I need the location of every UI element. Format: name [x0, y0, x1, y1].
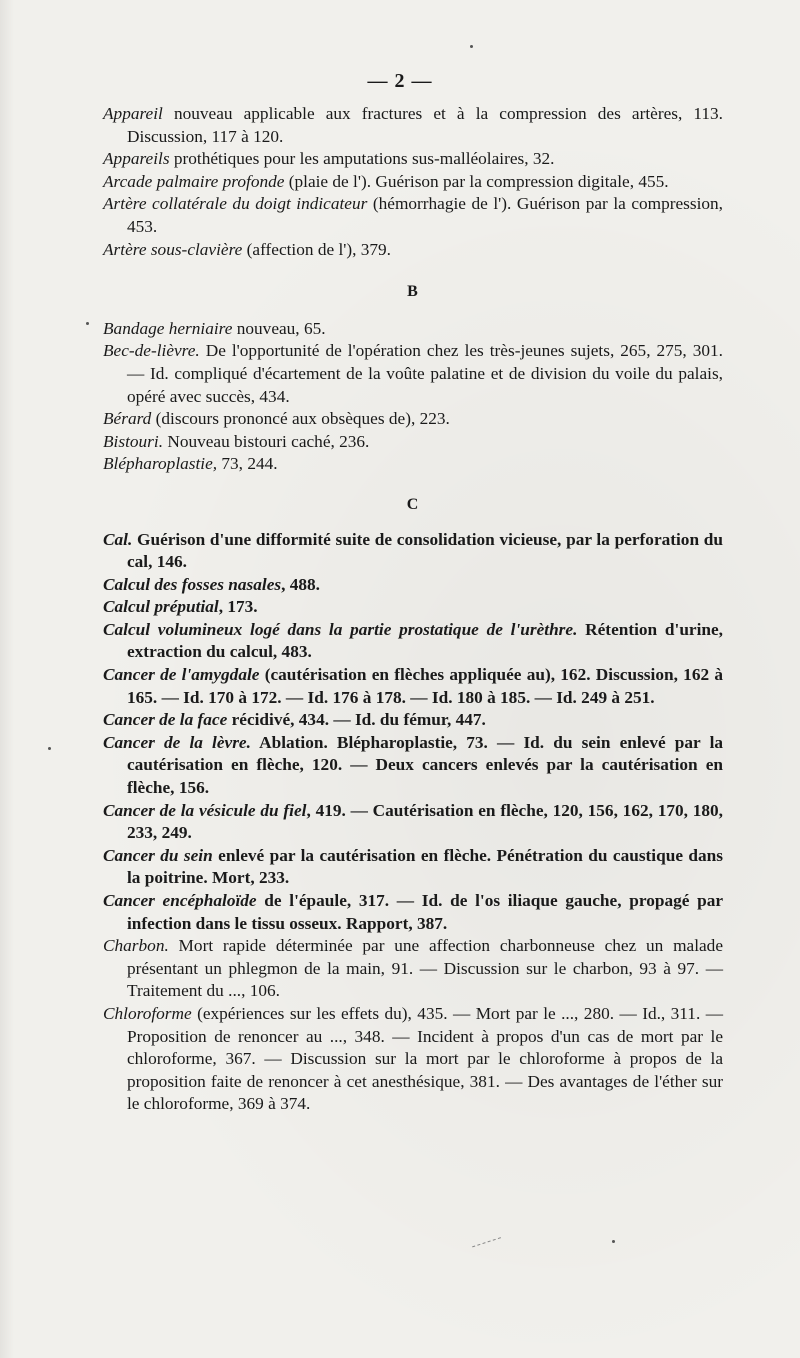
entry-text: Rétention d'urine, extraction du calcul, 483. — [127, 619, 723, 662]
entry-text: Mort rapide déterminée par une affection charbonneuse chez un malade présentant un phlegmon de la main, 91. — Discussion sur le charbon, 93 à 97. — Traitement du ..., 106. — [127, 936, 723, 1001]
entry-term: Bec-de-lièvre. — [103, 341, 200, 361]
entry-term: Chloroforme — [103, 1003, 192, 1023]
entry-text: (discours prononcé aux obsèques de), 223. — [151, 409, 450, 429]
section-a — [103, 103, 723, 261]
entry-text: Nouveau bistouri caché, 236. — [163, 431, 370, 451]
entry-text: De l'opportunité de l'opération chez les très-jeunes sujets, 265, 275, 301. — Id. compliqué d'écartement de la voûte palatine et de division du voile du palais, opéré avec succès, 434. — [127, 341, 723, 406]
index-entry — [103, 529, 723, 574]
entry-term: Appareils — [103, 149, 170, 169]
scan-speck — [48, 747, 51, 750]
entry-term: Appareil — [103, 104, 163, 123]
entry-term: Arcade palmaire profonde — [103, 171, 285, 191]
entry-term: Cancer de la vésicule du fiel — [103, 800, 307, 820]
entry-text: nouveau applicable aux fractures et à la compression des artères, 113. Discussion, 117 à 120. — [127, 104, 723, 146]
entry-text: récidivé, 434. — Id. du fémur, 447. — [227, 710, 486, 730]
index-entry — [103, 148, 723, 171]
index-entry — [103, 408, 723, 431]
entry-text: enlevé par la cautérisation en flèche. Pénétration du caustique dans la poitrine. Mort, 233. — [127, 845, 723, 888]
entry-text: , 419. — Cautérisation en flèche, 120, 156, 162, 170, 180, 233, 249. — [127, 800, 723, 843]
index-entry — [103, 318, 723, 341]
entry-text: prothétiques pour les amputations sus-malléolaires, 32. — [169, 149, 555, 169]
entry-term: Cancer de la face — [103, 710, 228, 730]
index-entry — [103, 596, 723, 619]
entry-term: Bérard — [103, 409, 152, 429]
scan-speck — [612, 1240, 615, 1243]
entry-text: , 488. — [281, 574, 320, 594]
entry-term: Charbon. — [103, 936, 169, 956]
entry-text: (plaie de l'). Guérison par la compression digitale, 455. — [284, 171, 669, 191]
index-entry — [103, 340, 723, 408]
entry-term: Cancer encéphaloïde — [103, 891, 257, 910]
entry-text: Ablation. Blépharoplastie, 73. — Id. du sein enlevé par la cautérisation en flèche, 120. — Deux cancers enlevés par la cautérisation en flèche, 156. — [127, 732, 724, 798]
index-content — [103, 103, 723, 1116]
index-entry — [103, 453, 723, 476]
entry-term: Calcul préputial — [103, 597, 219, 617]
entry-text: 73, 244. — [217, 454, 278, 474]
index-entry — [103, 239, 723, 262]
entry-text: (hémorrhagie de l'). Guérison par la compression, 453. — [127, 194, 724, 236]
entry-text: de l'épaule, 317. — Id. de l'os iliaque gauche, propagé par infection dans le tissu osseux. Rapport, 387. — [127, 891, 724, 933]
entry-term: Cancer du sein — [103, 845, 213, 865]
index-entry — [103, 431, 723, 454]
index-entry — [103, 1003, 723, 1116]
entry-term: Bandage herniaire — [103, 318, 233, 338]
section-c — [103, 529, 723, 1116]
entry-text: (affection de l'), 379. — [242, 239, 391, 259]
entry-term: Blépharoplastie, — [103, 454, 218, 474]
section-letter-c: C — [406, 495, 420, 513]
index-entry — [103, 664, 723, 709]
scan-mark — [469, 1228, 501, 1248]
page-number: — 2 — — [367, 70, 433, 92]
index-entry — [103, 890, 723, 935]
section-b — [103, 318, 723, 476]
index-entry — [103, 709, 723, 732]
entry-term: Bistouri. — [103, 431, 164, 451]
entry-term: Cancer de la lèvre. — [103, 732, 251, 752]
entry-term: Artère collatérale du doigt indicateur — [103, 194, 368, 214]
entry-text: nouveau, 65. — [232, 318, 326, 338]
scan-speck — [470, 45, 473, 48]
index-entry — [103, 732, 723, 800]
entry-term: Artère sous-clavière — [103, 239, 243, 259]
index-entry — [103, 574, 723, 597]
section-letter-b: B — [407, 283, 419, 301]
index-entry — [103, 171, 723, 194]
index-entry — [103, 845, 723, 890]
entry-term: Calcul volumineux logé dans la partie prostatique de l'urèthre. — [103, 619, 578, 639]
entry-text: (expériences sur les effets du), 435. — Mort par le ..., 280. — Id., 311. — Proposition de renoncer au ..., 348. — Incident à propos d'un cas de mort par le chloroforme, 367. — Discussion sur la mort par le chloroforme à propos de la proposition faite de renoncer à cet anesthésique, 381. — Des avantages de l'éther sur le chloroforme, 369 à 374. — [127, 1003, 723, 1114]
entry-term: Cal. — [103, 529, 133, 549]
index-entry — [103, 619, 723, 664]
entry-text: , 173. — [218, 597, 258, 617]
index-entry — [103, 103, 723, 148]
scan-speck — [86, 322, 89, 325]
index-entry — [103, 193, 723, 238]
entry-text: Guérison d'une difformité suite de consolidation vicieuse, par la perforation du cal, 146. — [127, 529, 723, 572]
index-entry — [103, 800, 723, 845]
entry-term: Calcul des fosses nasales — [103, 574, 282, 594]
index-entry — [103, 935, 723, 1003]
entry-text: (cautérisation en flèches appliquée au), 162. Discussion, 162 à 165. — Id. 170 à 172. — Id. 176 à 178. — Id. 180 à 185. — Id. 249 à 251. — [127, 665, 723, 707]
entry-term: Cancer de l'amygdale — [103, 665, 260, 685]
